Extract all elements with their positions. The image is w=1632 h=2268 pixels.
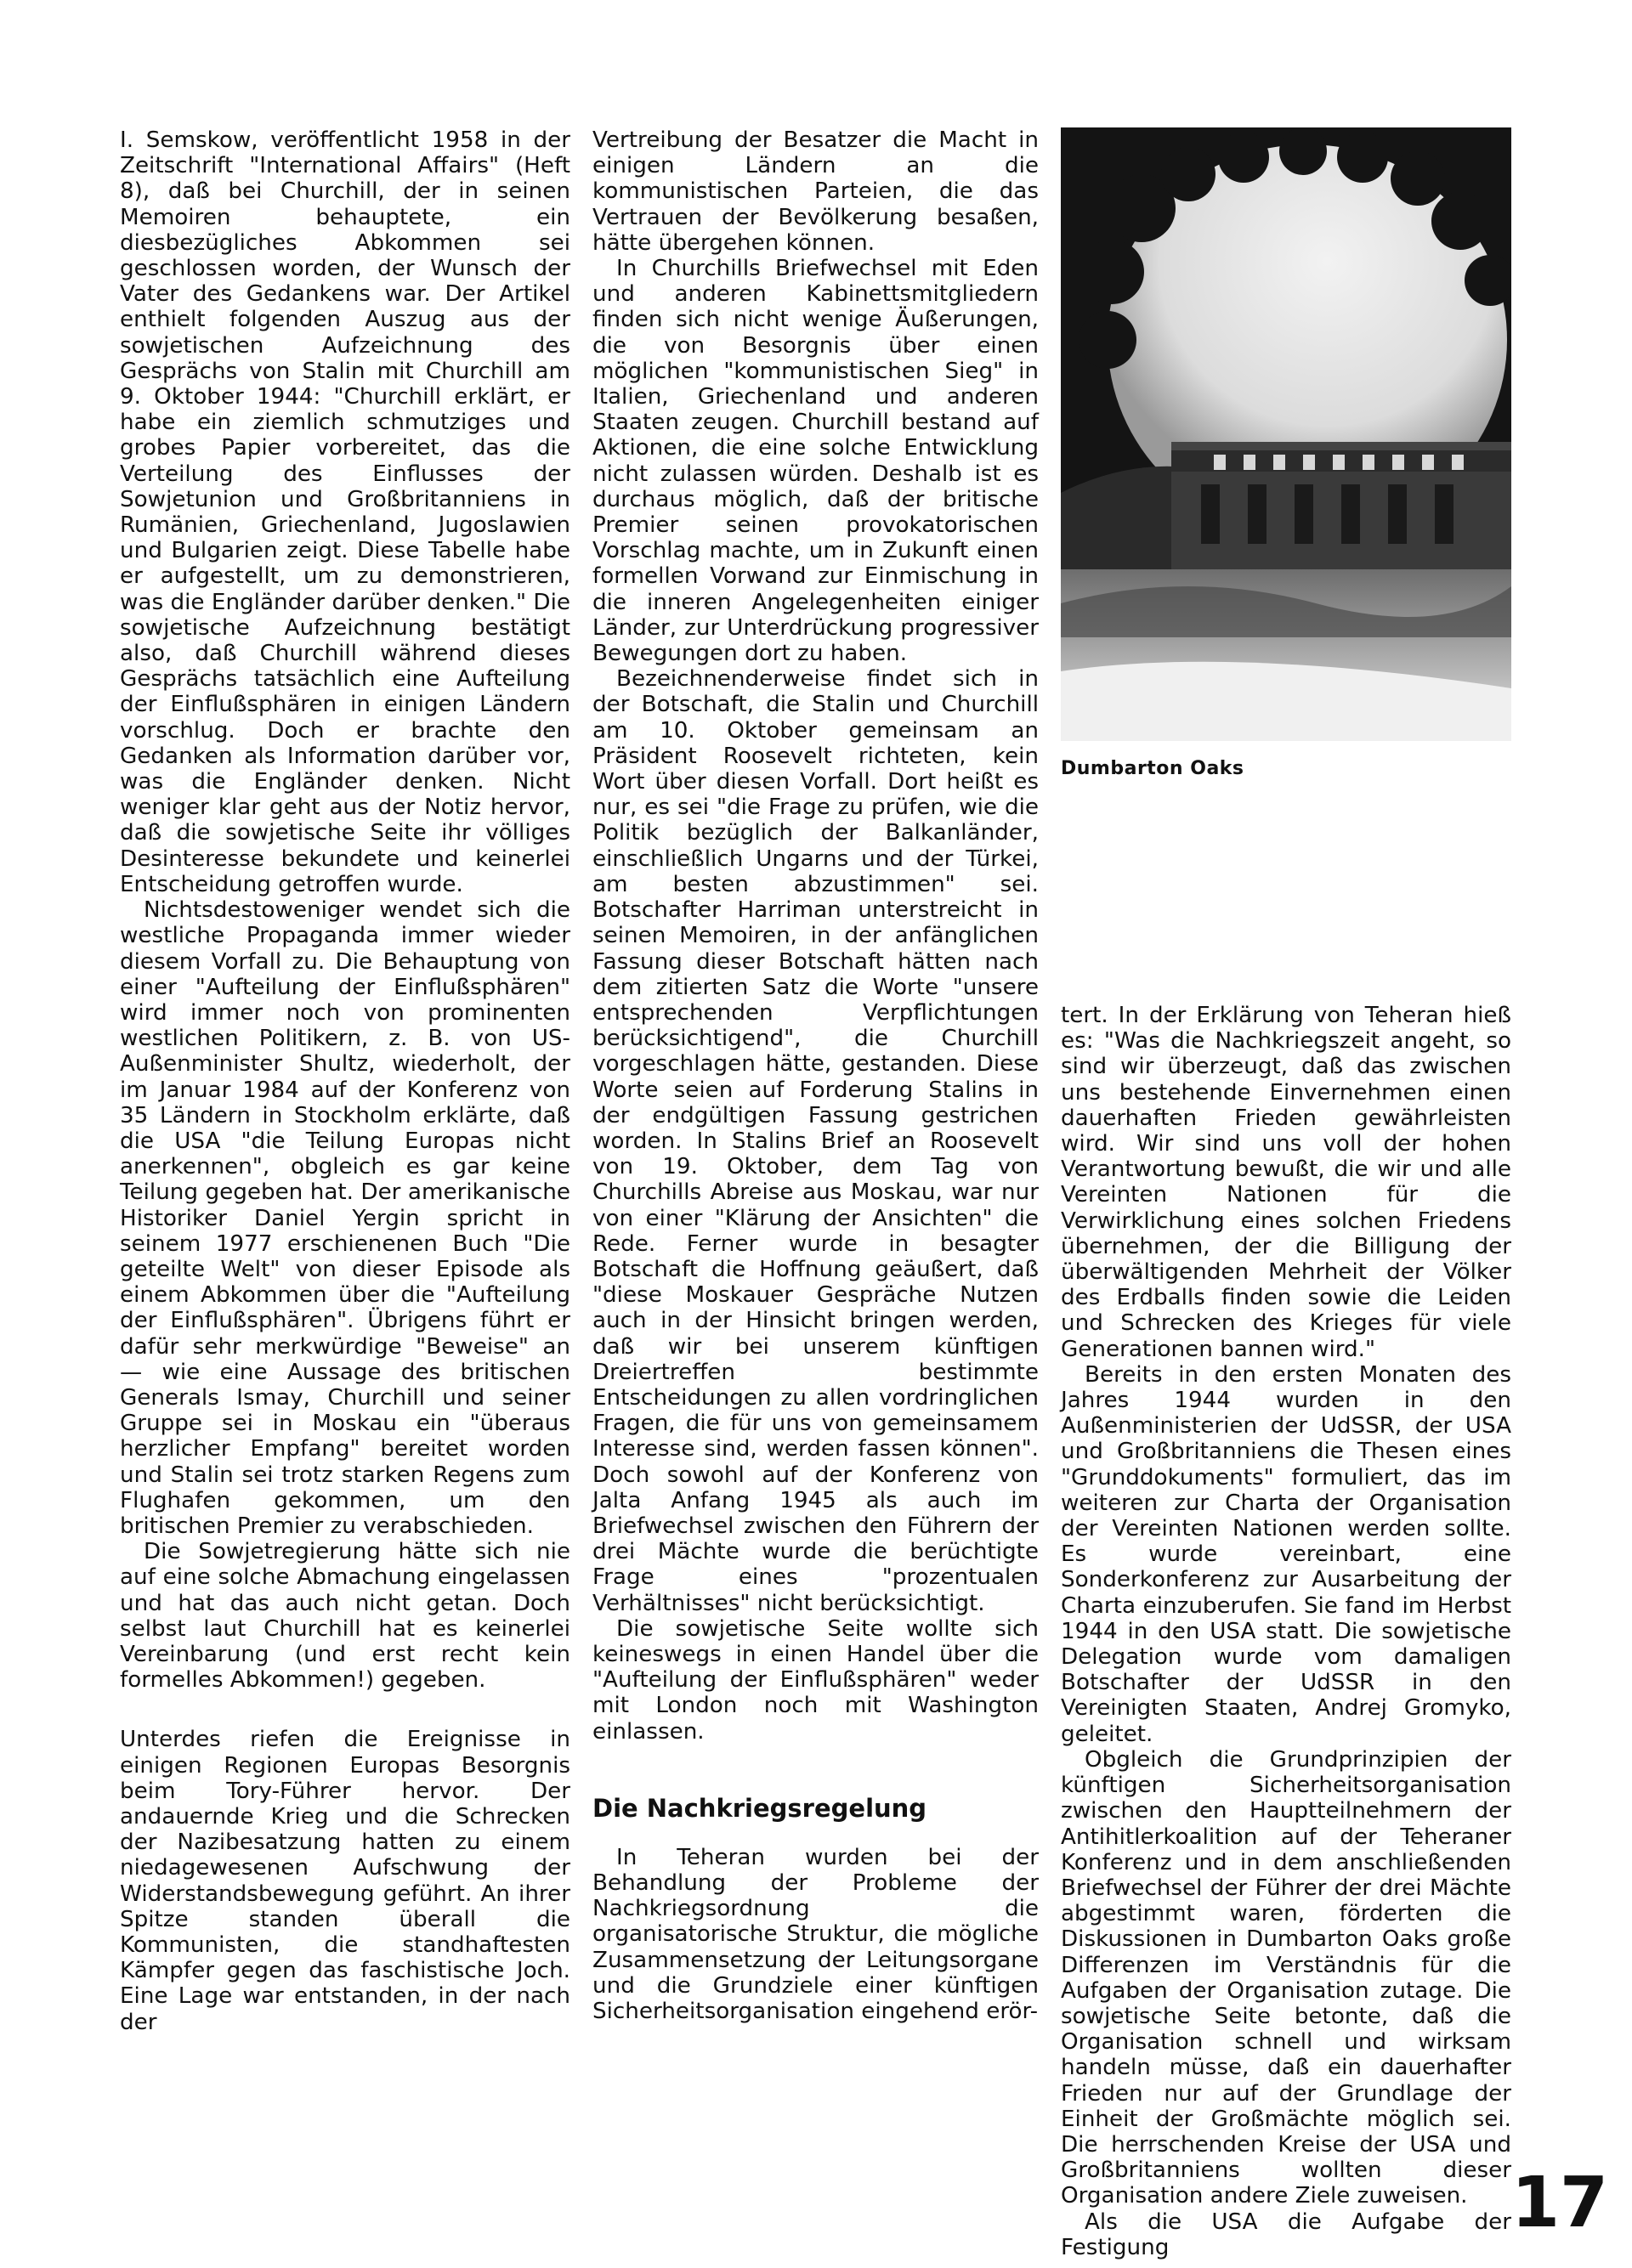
- photo-caption: Dumbarton Oaks: [1061, 758, 1244, 779]
- paragraph: Die sowjetische Seite wollte sich keineswegs in einen Handel über die "Aufteilung der Einflußsphären" weder mit London noch mit Washington einlassen.: [592, 1615, 1039, 1745]
- paragraph: Die Sowjetregierung hätte sich nie auf eine solche Abmachung eingelassen und hat das auch nicht getan. Doch selbst laut Churchill hat es keinerlei Vereinbarung (und erst recht kein formelles Abkommen!) gegeben.: [120, 1539, 570, 1694]
- text-column-middle: [592, 127, 1039, 2024]
- paragraph: Obgleich die Grundprinzipien der künftigen Sicherheitsorganisation zwischen den Hauptteilnehmern der Antihitlerkoalition auf der Teheraner Konferenz und in dem anschließenden Briefwechsel der Führer der drei Mächte abgestimmt waren, förderten die Diskussionen in Dumbarton Oaks große Differenzen im Verständnis für die Aufgaben der Organisation zutage. Die sowjetische Seite betonte, daß die Organisation schnell und wirksam handeln müsse, daß ein dauerhafter Frieden nur auf der Grundlage der Einheit der Großmächte möglich sei. Die herrschenden Kreise der USA und Großbritanniens wollten dieser Organisation andere Ziele zuweisen.: [1061, 1746, 1511, 2209]
- paragraph: In Churchills Briefwechsel mit Eden und anderen Kabinettsmitgliedern finden sich nicht wenige Äußerungen, die von Besorgnis über einen möglichen "kommunistischen Sieg" in Italien, Griechenland und anderen Staaten zeugen. Churchill bestand auf Aktionen, die eine solche Entwicklung nicht zulassen würden. Deshalb ist es durchaus möglich, daß der britische Premier seinen provokatorischen Vorschlag machte, um in Zukunft einen formellen Vorwand zur Einmischung in die inneren Angelegenheiten einiger Länder, zur Unterdrückung progressiver Bewegungen dort zu haben.: [592, 256, 1039, 667]
- text-column-right: [1061, 1003, 1511, 2260]
- paragraph: Vertreibung der Besatzer die Macht in einigen Ländern an die kommunistischen Parteien, die das Vertrauen der Bevölkerung besaßen, hätte übergehen können.: [592, 127, 1039, 256]
- paragraph: tert. In der Erklärung von Teheran hieß es: "Was die Nachkriegszeit angeht, so sind wir überzeugt, daß das zwischen uns bestehende Einvernehmen einen dauerhaften Frieden gewährleisten wird. Wir sind uns voll der hohen Verantwortung bewußt, die wir und alle Vereinten Nationen für die Verwirklichung eines solchen Friedens übernehmen, der die Billigung der überwältigenden Mehrheit der Völker des Erdballs finden sowie die Leiden und Schrecken des Krieges für viele Generationen bannen wird.": [1061, 1003, 1511, 1362]
- text-column-left: [120, 127, 570, 2035]
- paragraph: Als die USA die Aufgabe der Festigung: [1061, 2209, 1511, 2260]
- paragraph: Bezeichnenderweise findet sich in der Botschaft, die Stalin und Churchill am 10. Oktober gemeinsam an Präsident Roosevelt richteten, kein Wort über diesen Vorfall. Dort heißt es nur, es sei "die Frage zu prüfen, wie die Politik bezüglich der Balkanländer, einschließlich Ungarns und der Türkei, am besten abzustimmen" sei. Botschafter Harriman unterstreicht in seinen Memoiren, in der anfänglichen Fassung dieser Botschaft hätten nach dem zitierten Satz die Worte "unsere entsprechenden Verpflichtungen berücksichtigend", die Churchill vorgeschlagen hätte, gestanden. Diese Worte seien auf Forderung Stalins in der endgültigen Fassung gestrichen worden. In Stalins Brief an Roosevelt von 19. Oktober, dem Tag von Churchills Abreise aus Moskau, war nur von einer "Klärung der Ansichten" die Rede. Ferner wurde in besagter Botschaft die Hoffnung geäußert, daß "diese Moskauer Gespräche Nutzen auch in der Hinsicht bringen werden, daß wir bei unserem künftigen Dreiertreffen bestimmte Entscheidungen zu allen vordringlichen Fragen, die für uns von gemeinsamem Interesse sind, werden fassen können". Doch sowohl auf der Konferenz von Jalta Anfang 1945 als auch im Briefwechsel zwischen den Führern der drei Mächte wurde die berüchtigte Frage eines "prozentualen Verhältnisses" nicht berücksichtigt.: [592, 666, 1039, 1616]
- paragraph: Nichtsdestoweniger wendet sich die westliche Propaganda immer wieder diesem Vorfall zu. Die Behauptung von einer "Aufteilung der Einflußsphären" wird immer noch von prominenten westlichen Politikern, z. B. von US-Außenminister Shultz, wiederholt, der im Januar 1984 auf der Konferenz von 35 Ländern in Stockholm erklärte, daß die USA "die Teilung Europas nicht anerkennen", obgleich es gar keine Teilung gegeben hat. Der amerikanische Historiker Daniel Yergin spricht in seinem 1977 erschienenen Buch "Die geteilte Welt" von dieser Episode als einem Abkommen über die "Aufteilung der Einflußsphären". Übrigens führt er dafür sehr merkwürdige "Beweise" an — wie eine Aussage des britischen Generals Ismay, Churchill und seiner Gruppe sei in Moskau ein "überaus herzlicher Empfang" bereitet worden und Stalin sei trotz starken Regens zum Flughafen gekommen, um den britischen Premier zu verabschieden.: [120, 897, 570, 1539]
- page-number: 17: [1511, 2163, 1609, 2243]
- paragraph: Unterdes riefen die Ereignisse in einigen Regionen Europas Besorgnis beim Tory-Führer hervor. Der andauernde Krieg und die Schrecken der Nazibesatzung hatten zu einem niedagewesenen Aufschwung der Widerstandsbewegung geführt. An ihrer Spitze standen überall die Kommunisten, die standhaftesten Kämpfer gegen das faschistische Joch. Eine Lage war entstanden, in der nach der: [120, 1727, 570, 2035]
- paragraph: In Teheran wurden bei der Behandlung der Probleme der Nachkriegsordnung die organisatorische Struktur, die mögliche Zusammensetzung der Leitungsorgane und die Grundziele einer künftigen Sicherheitsorganisation eingehend erör-: [592, 1844, 1039, 2025]
- section-heading: Die Nachkriegsregelung: [592, 1793, 927, 1823]
- dumbarton-oaks-photo: [1061, 127, 1511, 741]
- paragraph-gap: [120, 1693, 570, 1727]
- paragraph: Bereits in den ersten Monaten des Jahres 1944 wurden in den Außenministerien der UdSSR, der USA und Großbritanniens die Thesen eines "Grunddokuments" formuliert, das im weiteren zur Charta der Organisation der Vereinten Nationen werden sollte. Es wurde vereinbart, eine Sonderkonferenz zur Ausarbeitung der Charta einzuberufen. Sie fand im Herbst 1944 in den USA statt. Die sowjetische Delegation wurde vom damaligen Botschafter der UdSSR in den Vereinigten Staaten, Andrej Gromyko, geleitet.: [1061, 1361, 1511, 1747]
- paragraph: I. Semskow, veröffentlicht 1958 in der Zeitschrift "International Affairs" (Heft 8), daß bei Churchill, der in seinen Memoiren behauptete, ein diesbezügliches Abkommen sei geschlossen worden, der Wunsch der Vater des Gedankens war. Der Artikel enthielt folgenden Auszug aus der sowjetischen Aufzeichnung des Gesprächs von Stalin mit Churchill am 9. Oktober 1944: "Churchill erklärt, er habe ein ziemlich schmutziges und grobes Papier vorbereitet, das die Verteilung des Einflusses der Sowjetunion und Großbritanniens in Rumänien, Griechenland, Jugoslawien und Bulgarien zeigt. Diese Tabelle habe er aufgestellt, um zu demonstrieren, was die Engländer darüber denken." Die sowjetische Aufzeichnung bestätigt also, daß Churchill während dieses Gesprächs tatsächlich eine Aufteilung der Einflußsphären in einigen Ländern vorschlug. Doch er brachte den Gedanken als Information darüber vor, was die Engländer denken. Nicht weniger klar geht aus der Notiz hervor, daß die sowjetische Seite ihr völliges Desinteresse bekundete und keinerlei Entscheidung getroffen wurde.: [120, 127, 570, 897]
